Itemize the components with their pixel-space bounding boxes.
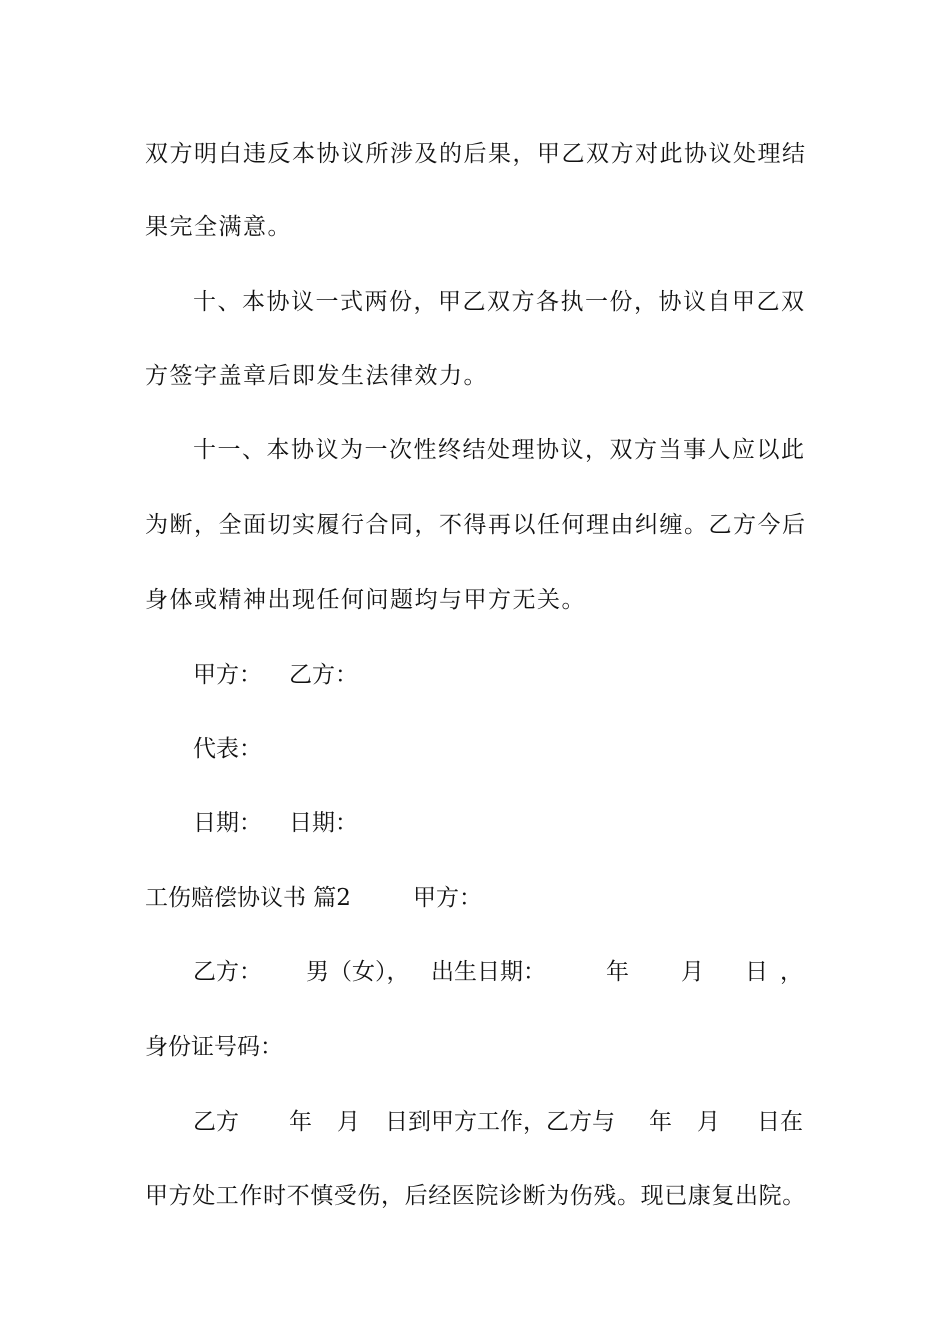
injury-day-label: 日在 — [757, 1109, 803, 1135]
clause-10-line: 十、本协议一式两份，甲乙双方各执一份，协议自甲乙双 — [193, 289, 806, 315]
injury-month-label: 月 — [697, 1109, 720, 1135]
work-start-text: 日到甲方工作，乙方与 — [385, 1109, 615, 1135]
clause-11-line: 十一、本协议为一次性终结处理协议，双方当事人应以此 — [193, 437, 806, 463]
paragraph-line: 甲方处工作时不慎受伤，后经医院诊断为伤残。现已康复出院。 — [145, 1183, 806, 1209]
injury-year-label: 年 — [649, 1109, 672, 1135]
party-b-label: 乙方： — [289, 662, 358, 688]
gender-field: 男（女）， — [306, 959, 410, 985]
paragraph-line: 双方明白违反本协议所涉及的后果，甲乙双方对此协议处理结 — [145, 141, 807, 167]
party-a-label: 甲方： — [193, 662, 262, 688]
id-number-label: 身份证号码： — [145, 1034, 283, 1060]
clause-10-line: 方签字盖章后即发生法律效力。 — [145, 363, 488, 389]
birth-comma: ， — [780, 959, 803, 985]
birth-day-label: 日 — [745, 959, 768, 985]
birth-year-label: 年 — [606, 959, 629, 985]
paragraph-line: 果完全满意。 — [145, 214, 292, 240]
work-year-label: 年 — [289, 1109, 312, 1135]
birth-date-label: 出生日期： — [431, 959, 546, 985]
section2-party-b-label: 乙方： — [193, 959, 262, 985]
work-party-label: 乙方 — [193, 1109, 239, 1135]
representative-label: 代表： — [193, 736, 262, 762]
birth-month-label: 月 — [681, 959, 704, 985]
date-a-label: 日期： — [193, 810, 262, 836]
section-title: 工伤赔偿协议书 篇2 — [145, 885, 351, 911]
clause-11-line: 身体或精神出现任何问题均与甲方无关。 — [145, 587, 586, 613]
clause-11-line: 为断，全面切实履行合同，不得再以任何理由纠缠。乙方今后 — [145, 512, 807, 538]
date-b-label: 日期： — [289, 810, 358, 836]
section2-party-a-label: 甲方： — [413, 885, 482, 911]
work-month-label: 月 — [337, 1109, 360, 1135]
